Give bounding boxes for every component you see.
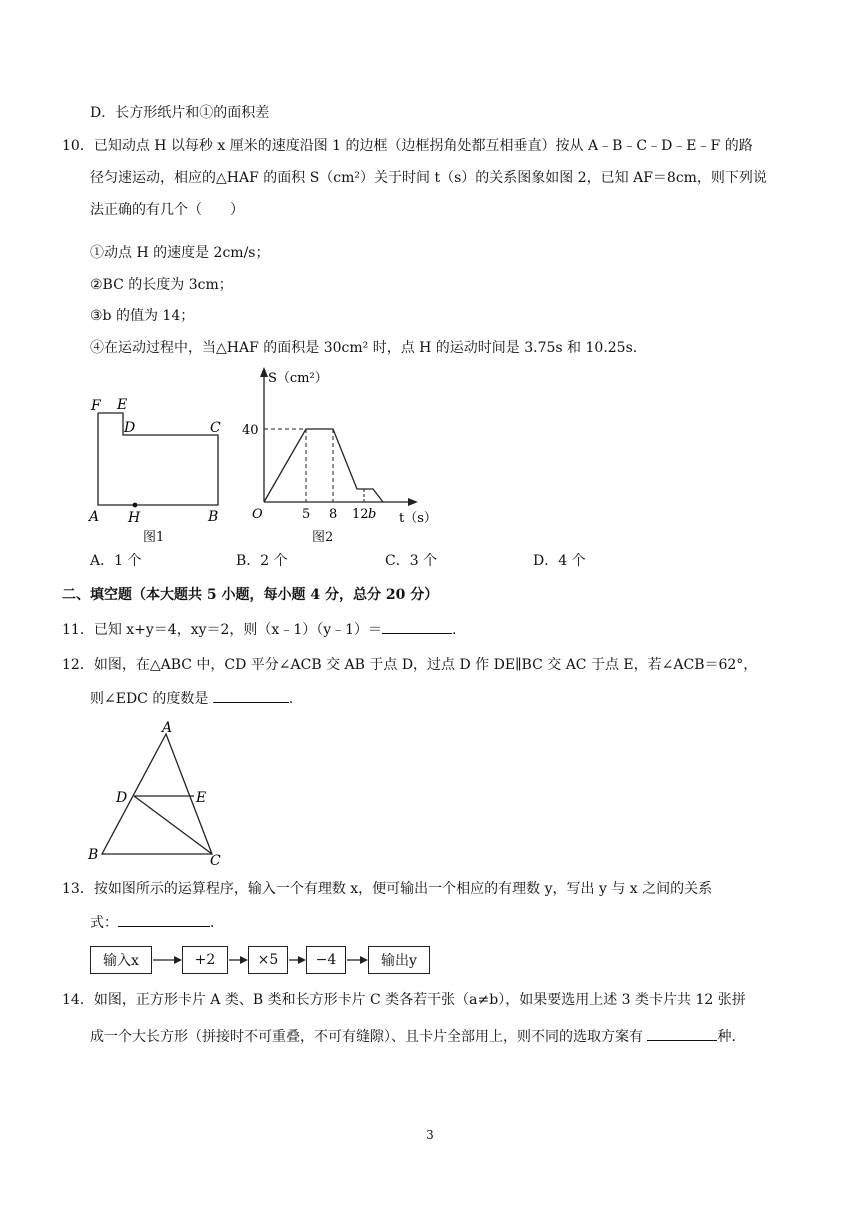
arrow-4 bbox=[360, 956, 368, 964]
q11-end: . bbox=[452, 622, 457, 638]
fig1-label-a: A bbox=[89, 509, 100, 525]
q10-option-d: D．4 个 bbox=[533, 553, 586, 569]
y-axis-arrow bbox=[260, 367, 268, 377]
q13-end: . bbox=[210, 915, 215, 931]
fig2-xlabel: t（s） bbox=[399, 511, 437, 526]
q10-option-b: B．2 个 bbox=[236, 553, 288, 569]
fig2-origin: O bbox=[252, 507, 263, 522]
fig1-label-b: B bbox=[208, 509, 219, 525]
fig1-label-f: F bbox=[91, 398, 101, 414]
q11-answer-blank[interactable] bbox=[382, 619, 452, 634]
q10-statement-2: ②BC 的长度为 3cm； bbox=[90, 277, 233, 293]
tri-label-c: C bbox=[210, 853, 221, 868]
q13-stem-line1: 13．按如图所示的运算程序，输入一个有理数 x，便可输出一个相应的有理数 y，写出 y 与 x 之间的关系 bbox=[62, 881, 713, 897]
q10-statement-3: ③b 的值为 14； bbox=[90, 308, 195, 324]
q10-stem-line2: 径匀速运动，相应的△HAF 的面积 S（cm²）关于时间 t（s）的关系图象如图 2，已知 AF＝8cm，则下列说 bbox=[90, 170, 767, 186]
q9-option-d: D．长方形纸片和①的面积差 bbox=[90, 105, 270, 121]
section-2-heading: 二、填空题（本大题共 5 小题，每小题 4 分，总分 20 分） bbox=[62, 587, 439, 603]
q10-option-c: C．3 个 bbox=[385, 553, 438, 569]
flow-step-minus4: −4 bbox=[306, 946, 346, 974]
q14-answer-blank[interactable] bbox=[647, 1026, 717, 1041]
q10-option-a: A．1 个 bbox=[90, 553, 142, 569]
flow-step-input: 输入x bbox=[90, 946, 152, 974]
fig1-label-e: E bbox=[117, 397, 128, 413]
q14-end: 种. bbox=[717, 1029, 736, 1045]
point-h-dot bbox=[133, 503, 138, 508]
tri-label-a: A bbox=[162, 720, 173, 736]
q12-end: . bbox=[288, 691, 294, 707]
tri-label-e: E bbox=[196, 790, 207, 806]
q10-figure-2 bbox=[238, 362, 448, 532]
flow-step-times5: ×5 bbox=[248, 946, 288, 974]
arrow-3 bbox=[298, 956, 306, 964]
tri-label-b: B bbox=[88, 847, 99, 863]
q14-stem-line1: 14．如图，正方形卡片 A 类、B 类和长方形卡片 C 类各若干张（a≠b），如果要选用上述 3 类卡片共 12 张拼 bbox=[62, 992, 746, 1008]
q14-stem-line2-wrap bbox=[90, 1026, 736, 1047]
x-axis-arrow bbox=[408, 498, 418, 506]
q12-answer-blank[interactable] bbox=[213, 688, 289, 703]
tri-label-d: D bbox=[116, 790, 128, 806]
q13-stem-line2: 式： bbox=[90, 915, 118, 931]
fig1-label-h: H bbox=[128, 510, 141, 526]
q12-triangle-figure bbox=[86, 718, 236, 868]
q13-stem-line2-wrap bbox=[90, 912, 214, 933]
fig2-xtick-8: 8 bbox=[329, 507, 338, 522]
fig2-ylabel: S（cm²） bbox=[268, 371, 328, 386]
fig1-label-d: D bbox=[124, 420, 136, 436]
page-number: 3 bbox=[426, 1128, 434, 1142]
arrow-2 bbox=[240, 956, 248, 964]
q10-statement-4: ④在运动过程中，当△HAF 的面积是 30cm² 时，点 H 的运动时间是 3.75s 和 10.25s. bbox=[90, 340, 638, 356]
fig2-xtick-12: 12 bbox=[352, 507, 369, 522]
fig1-label-c: C bbox=[210, 420, 221, 436]
q12-stem-line1: 12．如图，在△ABC 中，CD 平分∠ACB 交 AB 于点 D，过点 D 作 DE∥BC 交 AC 于点 E，若∠ACB＝62°， bbox=[62, 657, 758, 673]
q10-stem-line3: 法正确的有几个（ ） bbox=[90, 202, 244, 218]
q13-answer-blank[interactable] bbox=[118, 912, 210, 927]
fig2-y40: 40 bbox=[242, 423, 259, 438]
fig2-xtick-5: 5 bbox=[302, 507, 311, 522]
flow-step-plus2: +2 bbox=[182, 946, 228, 974]
q11-text: 11．已知 x+y＝4，xy＝2，则（x﹣1）（y﹣1）＝ bbox=[62, 622, 383, 638]
q10-stem-line1: 10．已知动点 H 以每秒 x 厘米的速度沿图 1 的边框（边框拐角处都互相垂直）按从 A﹣B﹣C﹣D﹣E﹣F 的路 bbox=[62, 138, 753, 154]
q10-figure-1 bbox=[86, 395, 236, 530]
q10-statement-1: ①动点 H 的速度是 2cm/s； bbox=[90, 245, 270, 261]
fig2-caption: 图2 bbox=[312, 530, 334, 545]
flow-arrows bbox=[150, 950, 372, 970]
fig2-xtick-b: b bbox=[368, 507, 377, 522]
flow-step-output: 输出y bbox=[368, 946, 430, 974]
q12-stem-line2-wrap bbox=[90, 688, 293, 709]
arrow-1 bbox=[174, 956, 182, 964]
area-time-graph bbox=[264, 429, 383, 502]
q14-stem-line2: 成一个大长方形（拼接时不可重叠，不可有缝隙）、且卡片全部用上，则不同的选取方案有 bbox=[90, 1029, 643, 1045]
q11-line bbox=[62, 619, 457, 640]
q12-stem-line2: 则∠EDC 的度数是 bbox=[90, 691, 209, 707]
fig1-caption: 图1 bbox=[143, 530, 165, 545]
